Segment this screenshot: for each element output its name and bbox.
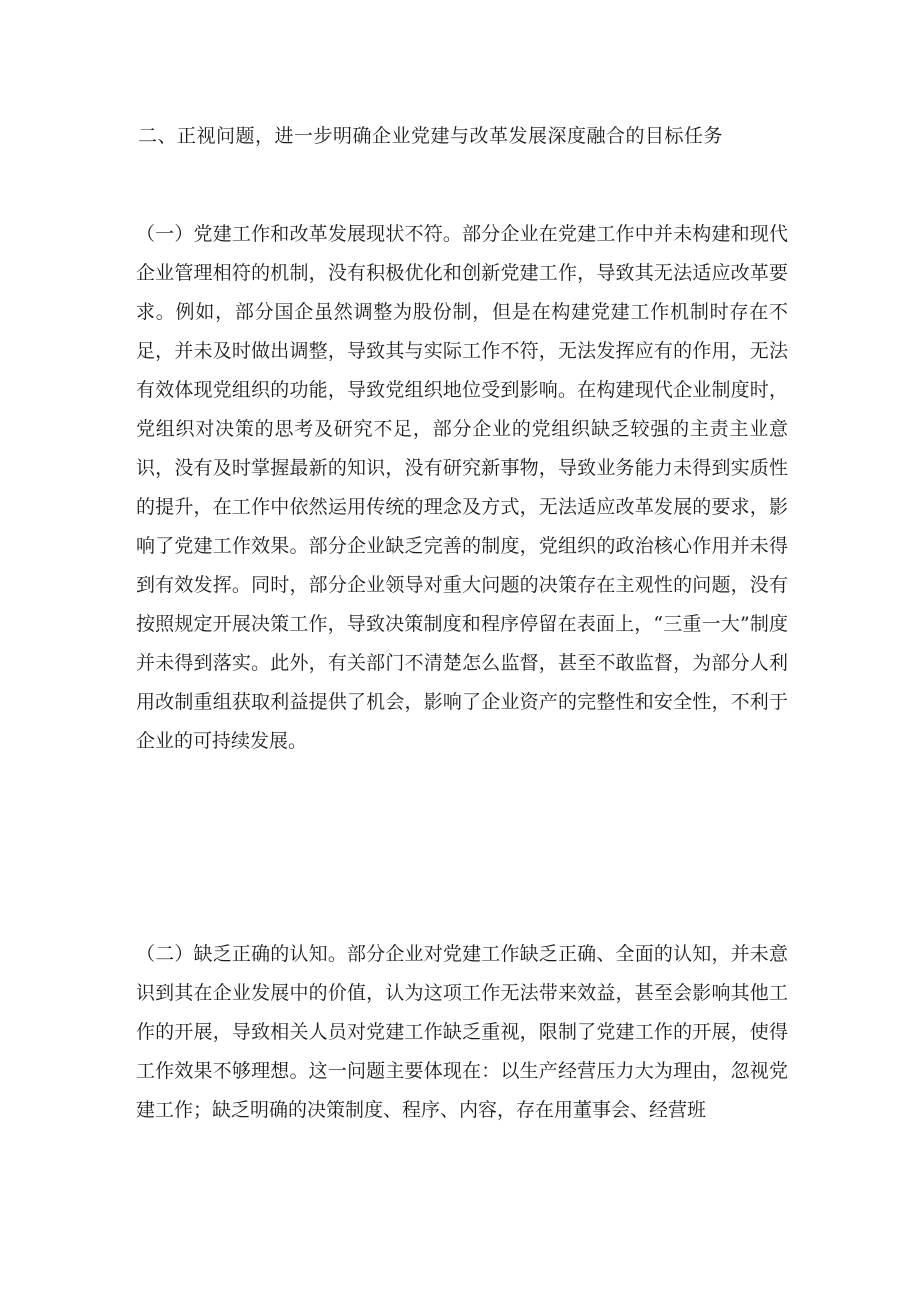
- paragraph-lack-of-awareness: （二）缺乏正确的认知。部分企业对党建工作缺乏正确、全面的认知，并未意识到其在企业发展中的价值，认为这项工作无法带来效益，甚至会影响其他工作的开展，导致相关人员对党建工作缺乏重视，限制了党建工作的开展，使得工作效果不够理想。这一问题主要体现在：以生产经营压力大为理由，忽视党建工作；缺乏明确的决策制度、程序、内容，存在用董事会、经营班: [136, 943, 788, 1121]
- paragraph-current-status-mismatch: （一）党建工作和改革发展现状不符。部分企业在党建工作中并未构建和现代企业管理相符的机制，没有积极优化和创新党建工作，导致其无法适应改革要求。例如，部分国企虽然调整为股份制，但是在构建党建工作机制时存在不足，并未及时做出调整，导致其与实际工作不符，无法发挥应有的作用，无法有效体现党组织的功能，导致党组织地位受到影响。在构建现代企业制度时，党组织对决策的思考及研究不足，部分企业的党组织缺乏较强的主责主业意识，没有及时掌握最新的知识，没有研究新事物，导致业务能力未得到实质性的提升，在工作中依然运用传统的理念及方式，无法适应改革发展的要求，影响了党建工作效果。部分企业缺乏完善的制度，党组织的政治核心作用并未得到有效发挥。同时，部分企业领导对重大问题的决策存在主观性的问题，没有按照规定开展决策工作，导致决策制度和程序停留在表面上，“三重一大”制度并未得到落实。此外，有关部门不清楚怎么监督，甚至不敢监督，为部分人利用改制重组获取利益提供了机会，影响了企业资产的完整性和安全性，不利于企业的可持续发展。: [136, 223, 788, 752]
- section-heading: 二、正视问题，进一步明确企业党建与改革发展深度融合的目标任务: [138, 125, 724, 147]
